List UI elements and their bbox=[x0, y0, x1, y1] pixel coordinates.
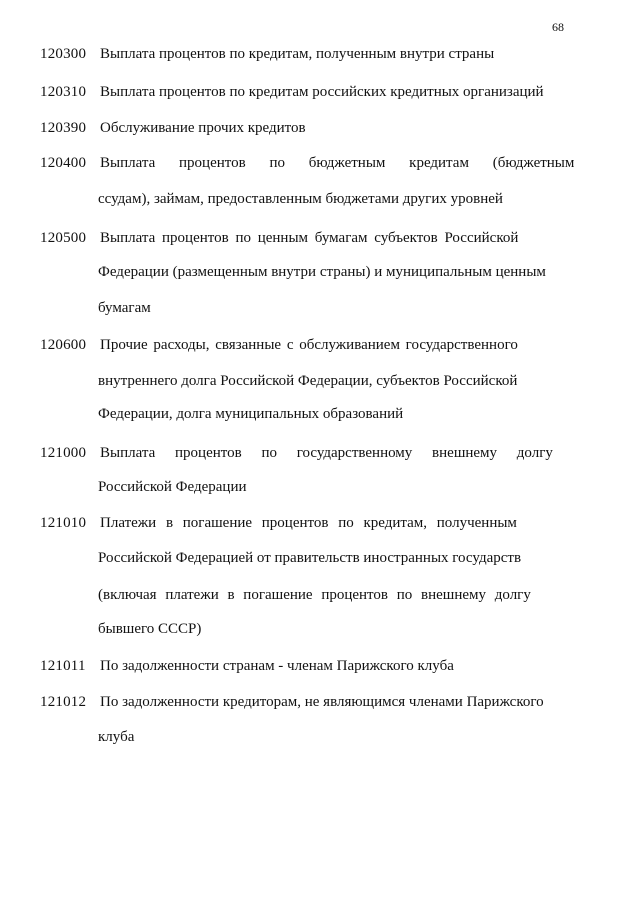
entry-code: 121011 bbox=[40, 658, 86, 674]
entry-text-continued: (включая платежи в погашение процентов по внешнему долгу bbox=[98, 587, 531, 603]
entry-text-continued: клуба bbox=[98, 729, 135, 745]
entry-text: Выплата процентов по государственному внешнему долгу bbox=[100, 445, 553, 461]
entry-text-continued: бумагам bbox=[98, 300, 151, 316]
entry-code: 120600 bbox=[40, 337, 87, 353]
entry-text-continued: Российской Федерации bbox=[98, 479, 247, 495]
entry-text: Выплата процентов по ценным бумагам субъектов Российской bbox=[100, 230, 519, 246]
entry-text-continued: Российской Федерацией от правительств иностранных государств bbox=[98, 550, 522, 566]
entry-text: По задолженности странам - членам Парижского клуба bbox=[100, 658, 454, 674]
entry-code: 120400 bbox=[40, 155, 87, 171]
entry-text-continued: бывшего СССР) bbox=[98, 621, 202, 637]
page-number: 68 bbox=[552, 20, 564, 34]
entry-code: 121012 bbox=[40, 694, 87, 710]
entry-text: Прочие расходы, связанные с обслуживанием государственного bbox=[100, 337, 518, 353]
entry-text: По задолженности кредиторам, не являющимся членами Парижского bbox=[100, 694, 544, 710]
entry-code: 120500 bbox=[40, 230, 87, 246]
entry-text: Обслуживание прочих кредитов bbox=[100, 120, 306, 136]
entry-code: 120390 bbox=[40, 120, 87, 136]
entry-text-continued: Федерации (размещенным внутри страны) и муниципальным ценным bbox=[98, 264, 546, 280]
entry-text: Выплата процентов по бюджетным кредитам (бюджетным bbox=[100, 155, 575, 171]
entry-text: Выплата процентов по кредитам, полученным внутри страны bbox=[100, 46, 495, 62]
entry-text-continued: ссудам), займам, предоставленным бюджетами других уровней bbox=[98, 191, 503, 207]
entry-text-continued: Федерации, долга муниципальных образований bbox=[98, 406, 404, 422]
entry-text-continued: внутреннего долга Российской Федерации, субъектов Российской bbox=[98, 373, 518, 389]
entry-text: Выплата процентов по кредитам российских кредитных организаций bbox=[100, 84, 544, 100]
entry-text: Платежи в погашение процентов по кредитам, полученным bbox=[100, 515, 517, 531]
entry-code: 120300 bbox=[40, 46, 87, 62]
entry-code: 121000 bbox=[40, 445, 87, 461]
entry-code: 120310 bbox=[40, 84, 87, 100]
entry-code: 121010 bbox=[40, 515, 87, 531]
